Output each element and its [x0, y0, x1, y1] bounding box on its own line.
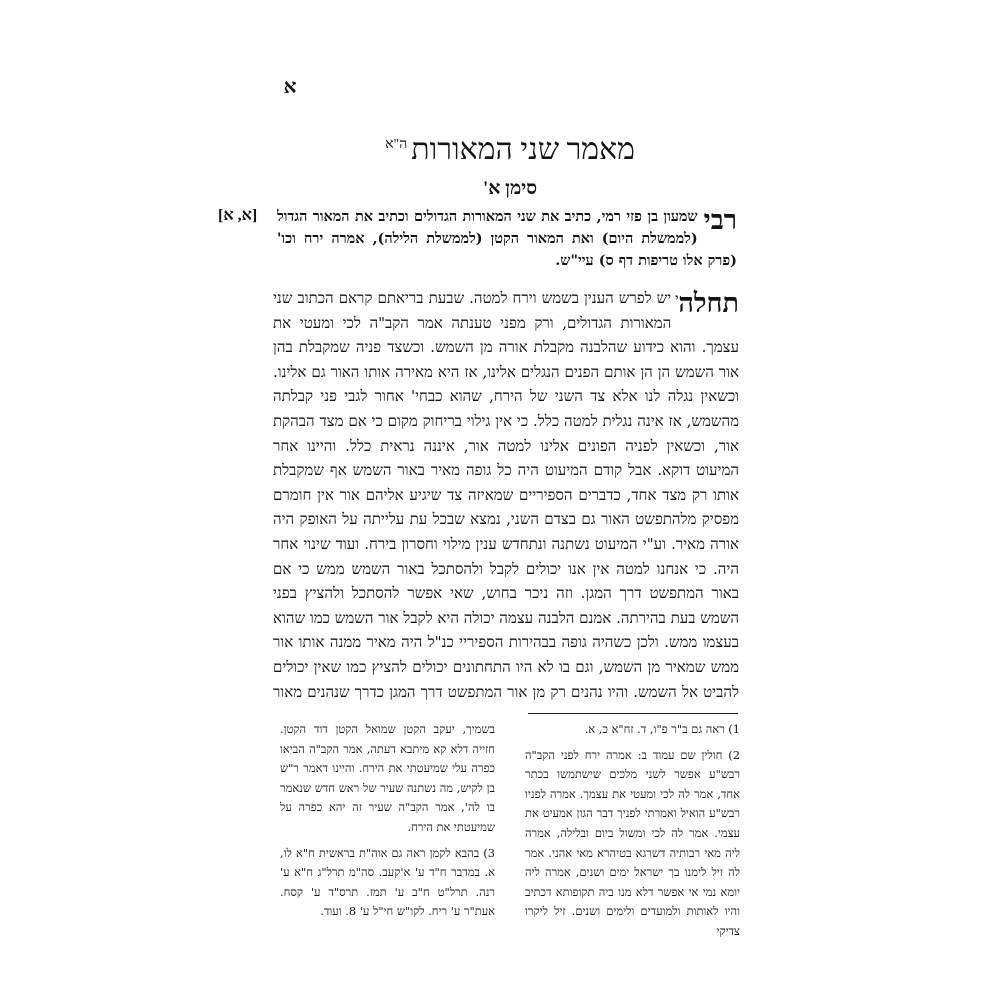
main-opener-word: תחלה	[678, 288, 739, 318]
footnotes-left-column	[280, 720, 495, 985]
title-text: מאמר שני המאורות	[411, 133, 635, 166]
page-number: א	[283, 76, 297, 98]
footnote: בשמיך, יעקב הקטן שמואל הקטן דוד הקטן. חזייה דלא קא מיתבא דעתה, אמר הקב"ה הביאו כפרה עלי שמיעטתי את הירח. והיינו דאמר ר"ש בן לקיש, מה נשתנה שעיר של ראש חדש שנאמר בו לה', אמר הקב"ה שעיר זה יהא כפרה על שמיעטתי את הירח.	[280, 722, 495, 834]
quote-opener: רבי	[703, 206, 737, 235]
main-body-text	[273, 286, 739, 702]
main-opener	[675, 286, 739, 317]
quote-text: שמעון בן פזי רמי, כתיב את שני המאורות הגדולים וכתיב את המאור הגדול (לממשלת היום) ואת המאור הקטן (לממשלת הלילה), אמרה ירח וכו' (פרק אלו טריפות דף ס) עיי"ש.	[277, 208, 737, 269]
footnote: 3) בהבא לקמן ראה גם אוה"ת בראשית ח"א לו, א. במדבר ח"ד ע' א'קעב. סה"מ תרל"ג ח"א ע' רנה. תרל"ט ח"ב ע' תמז. תרס"ד ע' קסח. אעת"ר ע' ריח. לקו"ש חי"ל ע' 8. ועוד.	[280, 845, 495, 919]
opening-quote	[277, 206, 737, 276]
section-heading: סימן א'	[482, 178, 538, 199]
page-title	[340, 133, 680, 167]
main-paragraph: יש לפרש הענין בשמש וירח למטה. שבעת בריאתם קראם הכתוב שני המאורות הגדולים, ורק מפני טענתה אמר הקב"ה לכי ומעטי את עצמך. והוא כידוע שהלבנה מקבלת אורה מן השמש. וכשצד פניה שמקבלת בהן אור השמש הן הן אותם הפנים הנגלים אלינו, אז היא מאירה אותו האור גם אלינו. וכשאין נגלה לנו אלא צד השני של הירח, שהוא כבחי' אחור לגבי פני קבלתה מהשמש, אז אינה נגלית למטה כלל. כי אין גילוי בריחוק מקום כי אם מצד הבהקת אור, וכשאין לפניה הפונים אלינו למטה אור, איננה נראית כלל. והיינו אחר המיעוט דוקא. אבל קודם המיעוט היה כל גופה מאיר באור השמש אף שמקבלת אותו רק מצד אחד, כדברים הספיריים שמאיזה צד שיגיע אליהם אור אין חומרם מפסיק מלהתפשט האור גם בצדם השני, נמצא שבכל עת עלייתה על האופק היה אורה מאיר. וע"י המיעוט נשתנה ונתחדש ענין מילוי וחסרון בירח. ועוד שינוי אחר היה. כי אנחנו למטה אין אנו יכולים לקבל ולהסתכל באור השמש ממש כי אם באור המתפשט דרך המגן. וזה ניכר בחוש, שאי אפשר להסתכל ולהציץ בפני השמש בעת בהירתה. אמנם הלבנה עצמה יכולה היא לקבל אור השמש כמו שהוא בעצמו ממש. ולכן כשהיה גופה בבהירות הספיריי כנ"ל היה מאיר ממנה אותו אור ממש שמאיר מן השמש, וגם בו לא היו התחתונים יכולים להציץ כמו שאין יכולים להביט אל השמש. והיו נהנים רק מן אור המתפשט דרך המגן כדרך שנהנים מאור	[273, 289, 739, 701]
margin-reference: [א, א]	[218, 207, 258, 224]
footnote: 2) חולין שם עמוד ב: אמרה ירח לפני הקב"ה רבש"ע אפשר לשני מלכים שישתמשו בכתר אחד, אמר לה לכי ומעטי את עצמך. אמרה לפניו רבש"ע הואיל ואמרתי לפניך דבר הגון אמעיט את עצמי. אמר לה לכי ומשול ביום ובלילה, אמרה ליה מאי רבותיה דשרגא בטיהרא מאי אהני. אמר לה זיל לימנו בך ישראל ימים ושנים, אמרה ליה יומא נמי אי אפשר דלא מנו ביה תקופותא דכתיב והיו לאותות ולמועדים ולימים ושנים. זיל ליקרו צדיקי	[525, 747, 740, 938]
main-opener-note: י	[675, 291, 679, 305]
title-superscript: ה"א	[385, 137, 408, 152]
footnote-divider	[528, 713, 738, 714]
footnotes-right-column	[525, 720, 740, 985]
footnote: 1) ראה גם ב"ר פ"ו, ד. זח"א כ, א.	[584, 722, 740, 736]
